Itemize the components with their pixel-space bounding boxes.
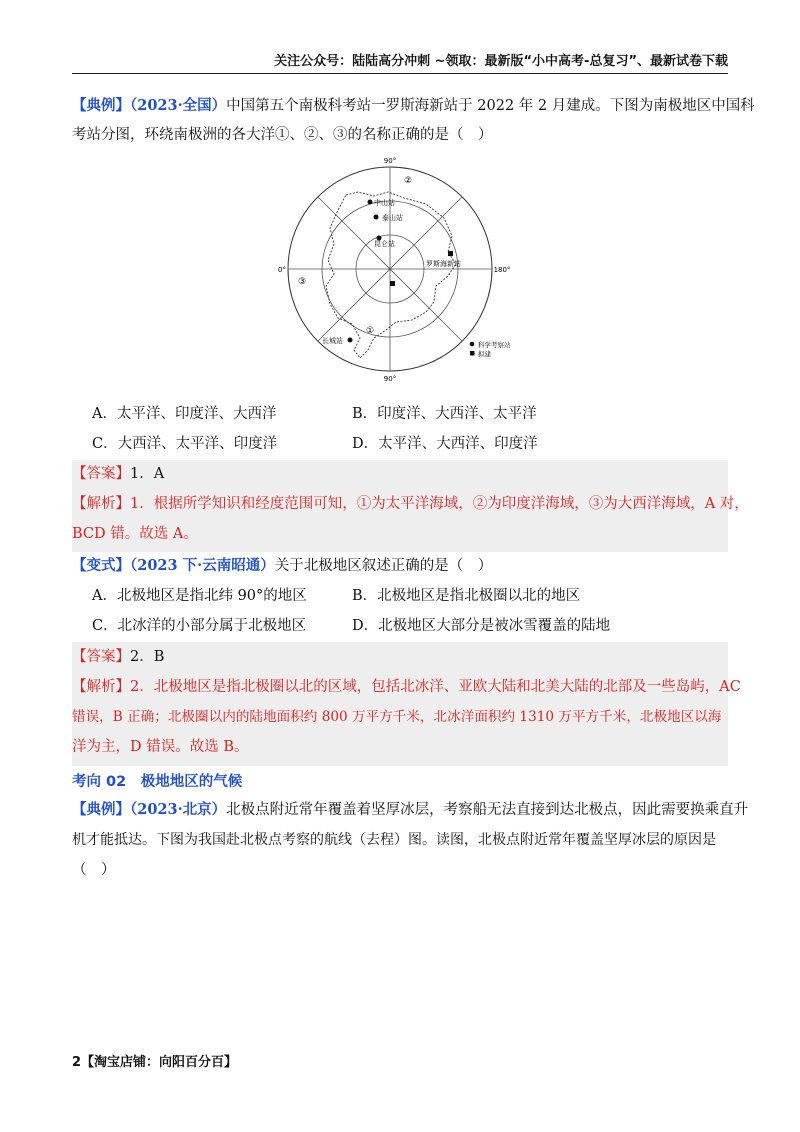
ocean-mark-1: ①: [365, 326, 375, 336]
q2-answer: 2．B: [130, 649, 165, 665]
planned-station-marker: [390, 281, 395, 286]
q1-option-c: C．大西洋、太平洋、印度洋: [92, 436, 278, 452]
q1-answer-tag: 【答案】: [72, 466, 130, 482]
svg-text:拟建: 拟建: [478, 350, 491, 358]
antarctica-station-map: [276, 152, 526, 384]
label-top: 90°: [383, 157, 397, 165]
q2-answer-line: [72, 647, 728, 667]
q1-source: （2023·全国）: [130, 97, 227, 114]
q1-analysis-line1: [72, 494, 749, 514]
station-zhongshan: [368, 198, 396, 207]
q1-analysis-tag: 【解析】: [72, 496, 130, 512]
section-heading: 考向 02 极地地区的气候: [72, 774, 243, 790]
station-changcheng: [322, 336, 353, 345]
station-kunlun: [374, 236, 395, 249]
q2-stem-line: [72, 556, 728, 576]
q3-stem-line3: （ ）: [72, 862, 116, 878]
svg-text:中山站: 中山站: [374, 199, 395, 207]
page-footer: 2【淘宝店铺：向阳百分百】: [72, 1055, 238, 1070]
q2-source: （2023 下·云南昭通）: [130, 557, 275, 574]
q1-tag: 【典例】: [72, 97, 130, 114]
label-right: 180°: [493, 266, 511, 274]
q2-analysis-tag: 【解析】: [72, 679, 130, 695]
svg-text:长城站: 长城站: [322, 337, 343, 345]
q3-tag: 【典例】: [72, 801, 130, 818]
q1-answer: 1．A: [130, 466, 165, 482]
q1-stem-line1: [72, 96, 755, 116]
station-luosihai: [426, 251, 461, 268]
map-legend: [470, 340, 511, 358]
q2-option-c: C．北冰洋的小部分属于北极地区: [92, 618, 307, 634]
svg-text:科学考察站: 科学考察站: [478, 341, 511, 349]
q2-stem: 关于北极地区叙述正确的是（ ）: [274, 558, 493, 574]
q2-option-b: B．北极地区是指北极圈以北的地区: [352, 588, 581, 604]
q2-analysis-line2: 错误，B 正确；北极圈以内的陆地面积约 800 万平方千米，北冰洋面积约 1310 万平方千米，北极地区以海: [72, 709, 722, 725]
header-rule: [72, 73, 728, 74]
q2-answer-tag: 【答案】: [72, 649, 130, 665]
q3-stem-text1: 北极点附近常年覆盖着坚厚冰层，考察船无法直接到达北极点，因此需要换乘直升: [226, 802, 749, 818]
q1-option-a: A．太平洋、印度洋、大西洋: [92, 406, 277, 422]
label-left: 0°: [278, 266, 286, 274]
q3-stem-line2: 机才能抵达。下图为我国赴北极点考察的航线（去程）图。读图，北极点附近常年覆盖坚厚冰层的原因是: [72, 832, 716, 848]
q1-option-b: B．印度洋、大西洋、太平洋: [352, 406, 537, 422]
q1-stem-text1: 中国第五个南极科考站一罗斯海新站于 2022 年 2 月建成。下图为南极地区中国科: [226, 98, 755, 114]
label-bottom: 90°: [383, 375, 397, 383]
ocean-mark-2: ②: [403, 176, 413, 186]
q3-stem-line1: [72, 800, 749, 820]
q2-analysis-line1: [72, 677, 741, 697]
station-taishan: [374, 213, 404, 222]
q1-analysis-text1: 1．根据所学知识和经度范围可知，①为太平洋海域，②为印度洋海域，③为大西洋海域，A 对，: [130, 496, 749, 512]
q3-source: （2023·北京）: [130, 801, 227, 818]
q2-analysis-line3: 洋为主，D 错误。故选 B。: [72, 739, 249, 755]
ocean-mark-3: ③: [297, 277, 307, 287]
page-header: 关注公众号：陆陆高分冲刺 ~领取：最新版“小中高考-总复习”、最新试卷下载: [274, 54, 728, 69]
q2-tag: 【变式】: [72, 557, 130, 574]
map-meridians: [288, 167, 492, 371]
q1-stem-line2: 考站分图，环绕南极洲的各大洋①、②、③的名称正确的是（ ）: [72, 127, 493, 143]
q1-answer-line: [72, 464, 728, 484]
q1-option-d: D．太平洋、大西洋、印度洋: [352, 436, 538, 452]
q2-analysis-text1: 2．北极地区是指北极圈以北的区域，包括北冰洋、亚欧大陆和北美大陆的北部及一些岛屿，AC: [130, 679, 741, 695]
svg-text:昆仑站: 昆仑站: [374, 240, 395, 248]
q2-option-d: D．北极地区大部分是被冰雪覆盖的陆地: [352, 618, 611, 634]
svg-text:泰山站: 泰山站: [382, 214, 403, 222]
q2-option-a: A．北极地区是指北纬 90°的地区: [92, 588, 307, 604]
q1-analysis-line2: BCD 错。故选 A。: [72, 526, 198, 542]
svg-text:罗斯海新站: 罗斯海新站: [426, 260, 461, 268]
